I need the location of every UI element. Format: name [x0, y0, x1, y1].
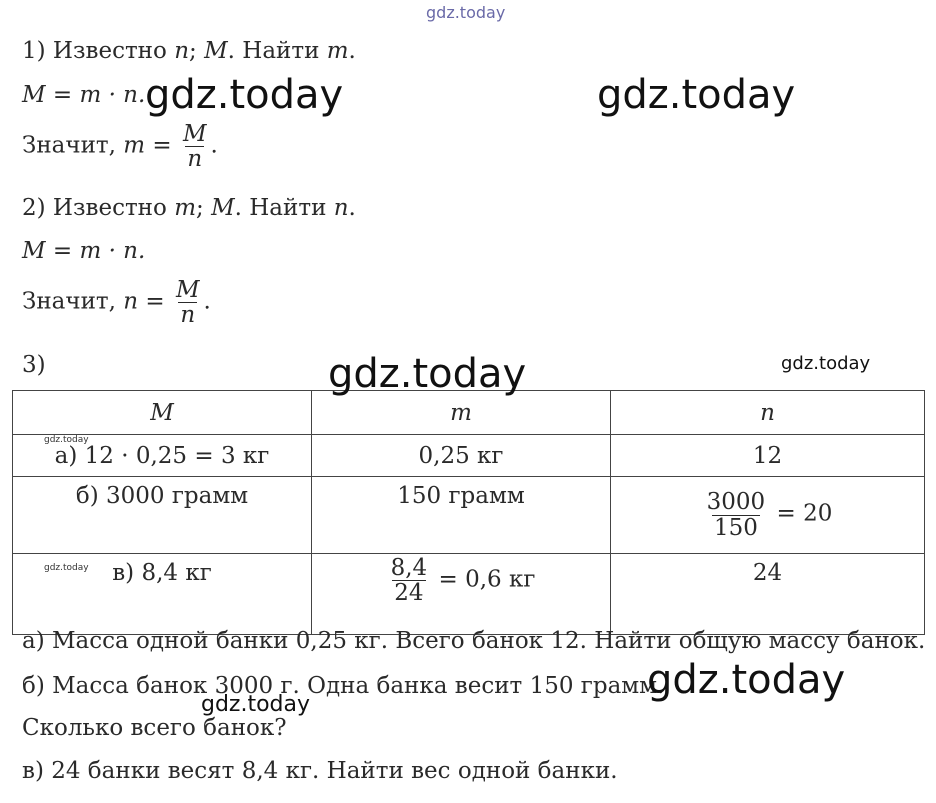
part2-formula: M = m · n.	[22, 238, 146, 264]
row-a-M: а) 12 · 0,25 = 3 кг	[13, 435, 312, 477]
watermark-big-2: gdz.today	[597, 72, 796, 118]
part1-line1: 1) Известно n; M. Найти m.	[22, 38, 356, 64]
watermark-big-3: gdz.today	[328, 351, 527, 397]
row-b-m: 150 грамм	[312, 477, 611, 554]
row-c-M: в) 8,4 кг	[13, 554, 312, 635]
header-n: n	[611, 391, 925, 435]
row-a-n: 12	[611, 435, 925, 477]
part3-label: 3)	[22, 352, 46, 378]
watermark-small-right: gdz.today	[781, 353, 871, 374]
part2-conclusion: Значит, n = $\frac{M}{n}$ .	[22, 277, 211, 329]
row-c-m: $\frac{8,4}{24}$ = 0,6 кг	[312, 554, 611, 635]
watermark-big-1: gdz.today	[145, 72, 344, 118]
watermark-tiny-2: gdz.today	[44, 563, 89, 573]
table-row	[13, 477, 925, 554]
watermark-top: gdz.today	[426, 3, 506, 22]
answer-a: а) Масса одной банки 0,25 кг. Всего банок 12. Найти общую массу банок.	[22, 628, 926, 654]
row-c-n: 24	[611, 554, 925, 635]
header-M: M	[13, 391, 312, 435]
row-b-n-fraction: $\frac{3000}{150}$	[706, 489, 766, 541]
part1-fraction: $\frac{M}{n}$	[182, 121, 207, 173]
table-header-row	[13, 391, 925, 435]
row-c-m-fraction: $\frac{8,4}{24}$	[390, 555, 428, 607]
table-row	[13, 554, 925, 635]
part1-formula: M = m · n.	[22, 82, 146, 108]
watermark-tiny-1: gdz.today	[44, 435, 89, 445]
part1-conclusion: Значит, m = $\frac{M}{n}$ .	[22, 121, 218, 173]
answer-b-line1: б) Масса банок 3000 г. Одна банка весит 150 грамм.	[22, 673, 665, 699]
header-m: m	[312, 391, 611, 435]
part2-fraction: $\frac{M}{n}$	[175, 277, 200, 329]
row-b-n: $\frac{3000}{150}$ = 20	[611, 477, 925, 554]
part2-line1: 2) Известно m; M. Найти n.	[22, 195, 356, 221]
watermark-mid-1: gdz.today	[201, 692, 311, 717]
row-a-m: 0,25 кг	[312, 435, 611, 477]
watermark-big-4: gdz.today	[647, 657, 846, 703]
answer-b-line2: Сколько всего банок?	[22, 715, 287, 741]
table-row	[13, 435, 925, 477]
mass-table	[12, 390, 925, 635]
row-b-M: б) 3000 грамм	[13, 477, 312, 554]
answer-c: в) 24 банки весят 8,4 кг. Найти вес одной банки.	[22, 758, 618, 784]
